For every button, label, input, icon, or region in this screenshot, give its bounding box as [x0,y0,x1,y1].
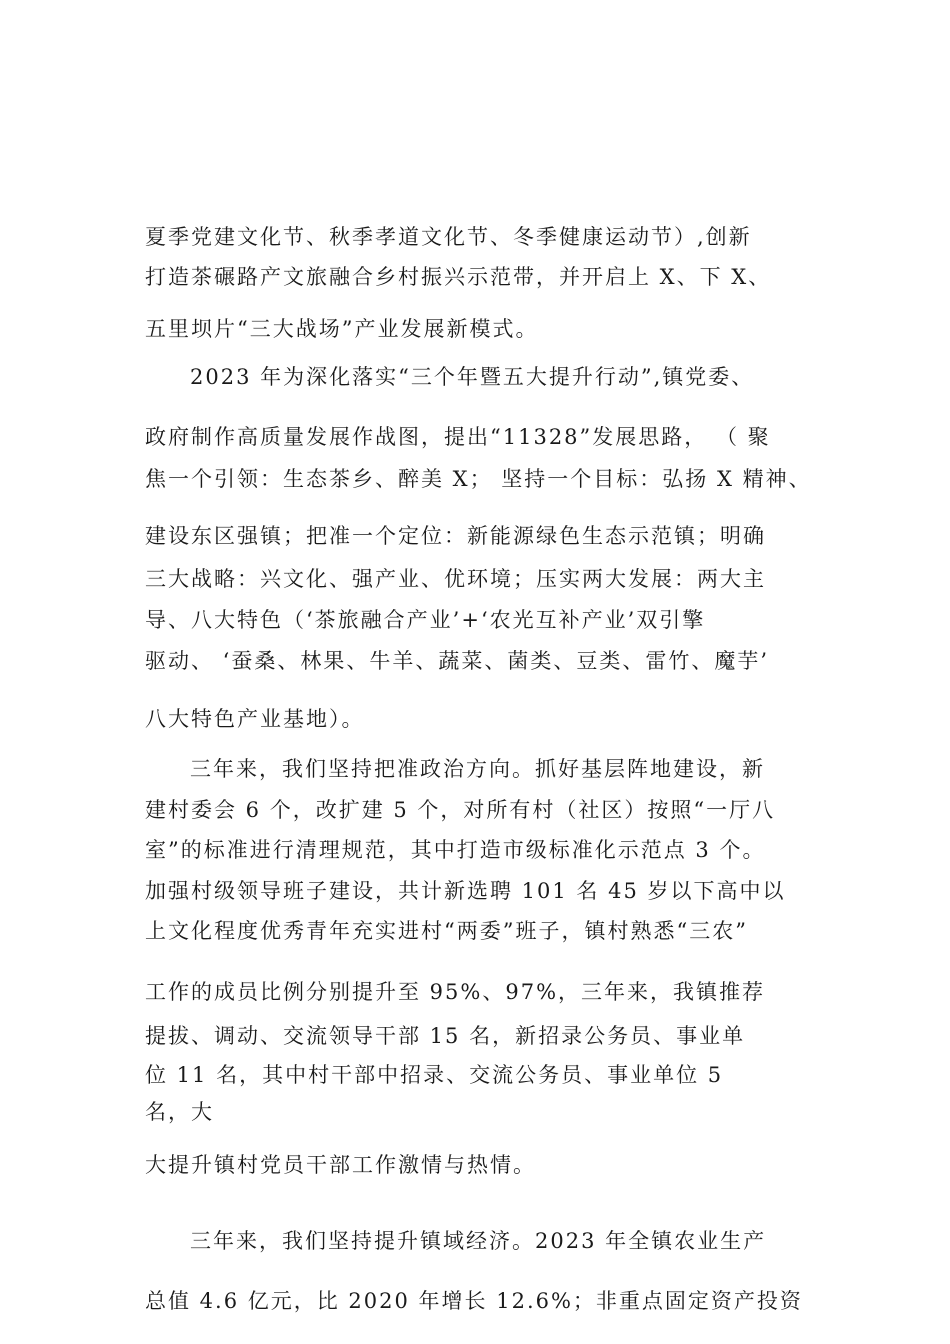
text-line: 打造茶碾路产文旅融合乡村振兴示范带，并开启上 X、下 X、 [145,265,772,289]
text-line: 工作的成员比例分别提升至 95%、97%，三年来，我镇推荐 [145,980,766,1004]
text-line: 政府制作高质量发展作战图，提出“11328”发展思路， （ 聚 [145,425,771,449]
text-line: 焦一个引领：生态茶乡、醉美 X； 坚持一个目标：弘扬 X 精神、 [145,467,812,491]
text-line: 五里坝片“三大战场”产业发展新模式。 [145,317,539,341]
text-line: 名，大 [145,1100,214,1124]
paragraph-first-line: 三年来，我们坚持提升镇域经济。2023 年全镇农业生产 [190,1229,767,1253]
text-line: 总值 4.6 亿元，比 2020 年增长 12.6%；非重点固定资产投资 [145,1289,803,1313]
text-line: 驱动、 ‘蚕桑、林果、牛羊、蔬菜、菌类、豆类、雷竹、魔芋’ [145,649,770,673]
text-line: 大提升镇村党员干部工作激情与热情。 [145,1153,536,1177]
text-line: 加强村级领导班子建设，共计新选聘 101 名 45 岁以下高中以 [145,879,786,903]
paragraph-first-line: 2023 年为深化落实“三个年暨五大提升行动”,镇党委、 [190,365,755,389]
text-line: 上文化程度优秀青年充实进村“两委”班子，镇村熟悉“三农” [145,919,748,943]
text-line: 导、八大特色（‘茶旅融合产业’+‘农光互补产业’双引擎 [145,608,706,632]
text-line: 建村委会 6 个，改扩建 5 个，对所有村（社区）按照“一厅八 [145,798,776,822]
paragraph-first-line: 三年来，我们坚持把准政治方向。抓好基层阵地建设，新 [190,757,765,781]
text-line: 位 11 名，其中村干部中招录、交流公务员、事业单位 5 [145,1063,724,1087]
text-line: 三大战略：兴文化、强产业、优环境；压实两大发展：两大主 [145,567,766,591]
text-line: 夏季党建文化节、秋季孝道文化节、冬季健康运动节）,创新 [145,225,752,249]
text-line: 八大特色产业基地）。 [145,707,365,731]
text-line: 提拔、调动、交流领导干部 15 名，新招录公务员、事业单 [145,1024,746,1048]
text-line: 建设东区强镇；把准一个定位：新能源绿色生态示范镇；明确 [145,524,766,548]
text-line: 室”的标准进行清理规范，其中打造市级标准化示范点 3 个。 [145,838,766,862]
